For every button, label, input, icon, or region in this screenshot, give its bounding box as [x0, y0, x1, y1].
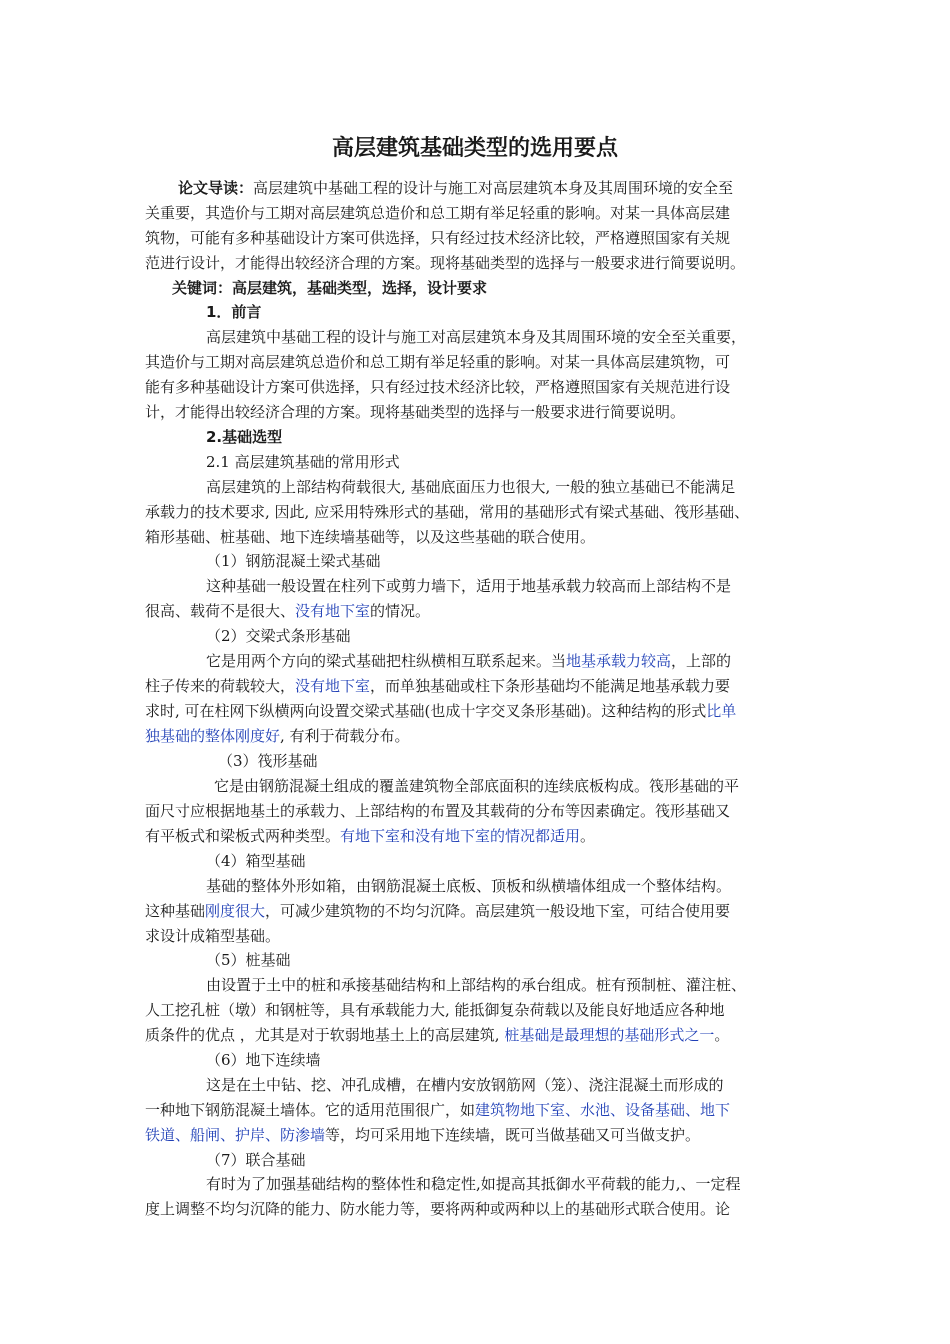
intro-line: 范进行设计，才能得出较经济合理的方案。现将基础类型的选择与一般要求进行简要说明。 [145, 254, 746, 272]
paragraph-line: 这是在土中钻、挖、冲孔成槽，在槽内安放钢筋网（笼）、浇注混凝土而形成的 [206, 1076, 724, 1094]
text-run: 等，均可采用地下连续墙，既可当做基础又可当做支护。 [325, 1126, 701, 1144]
text-run: ，而单独基础或柱下条形基础均不能满足地基承载力要 [370, 677, 731, 695]
text-run: 质条件的优点 ，尤其是对于软弱地基土上的高层建筑, [145, 1026, 505, 1044]
paragraph-line [145, 724, 410, 748]
highlight-text: 桩基础是最理想的基础形式之一 [504, 1026, 715, 1044]
intro-line: 关重要，其造价与工期对高层建筑总造价和总工期有举足轻重的影响。对某一具体高层建 [145, 204, 731, 222]
highlight-text: 地基承载力较高 [566, 652, 672, 670]
section-heading: 2.基础选型 [206, 428, 283, 446]
paragraph-line: 箱形基础、桩基础、地下连续墙基础等，以及这些基础的联合使用。 [145, 528, 596, 546]
paragraph-line [145, 1098, 730, 1122]
item-heading: （7）联合基础 [206, 1151, 306, 1169]
item-heading: （1）钢筋混凝土梁式基础 [206, 552, 381, 570]
text-run: 。 [714, 1026, 730, 1044]
text-run: 。 [580, 827, 596, 845]
intro-line [178, 176, 733, 200]
highlight-text: 刚度很大 [205, 902, 266, 920]
paragraph-line: 面尺寸应根据地基土的承载力、上部结构的布置及其载荷的分布等因素确定。筏形基础又 [145, 802, 731, 820]
highlight-text: 有地下室和没有地下室的情况都适用 [340, 827, 581, 845]
text-run: 它是用两个方向的梁式基础把柱纵横相互联系起来。当 [206, 652, 567, 670]
paragraph-line: 求设计成箱型基础。 [145, 927, 281, 945]
paragraph-line [145, 674, 730, 698]
text-run: 一种地下钢筋混凝土墙体。它的适用范围很广，如 [145, 1101, 476, 1119]
highlight-text: 没有地下室 [295, 677, 371, 695]
paragraph-line: 基础的整体外形如箱，由钢筋混凝土底板、顶板和纵横墙体组成一个整体结构。 [206, 877, 732, 895]
item-heading: （3）筏形基础 [218, 752, 318, 770]
highlight-text: 建筑物地下室、水池、设备基础、地下 [475, 1101, 731, 1119]
paragraph-line [206, 649, 731, 673]
keywords: 关键词：高层建筑，基础类型，选择，设计要求 [172, 279, 488, 297]
paragraph-line: 承载力的技术要求, 因此, 应采用特殊形式的基础，常用的基础形式有梁式基础、筏形基础、 [145, 503, 750, 521]
highlight-text: 铁道、船闸、护岸、防渗墙 [145, 1126, 326, 1144]
paragraph-line [145, 824, 595, 848]
paragraph-line: 计，才能得出较经济合理的方案。现将基础类型的选择与一般要求进行简要说明。 [145, 403, 686, 421]
intro-label: 论文导读： [178, 179, 254, 197]
paragraph-line: 人工挖孔桩（墩）和钢桩等，具有承载能力大, 能抵御复杂荷载以及能良好地适应各种地 [145, 1001, 725, 1019]
item-heading: （4）箱型基础 [206, 852, 306, 870]
text-run: ，上部的 [671, 652, 732, 670]
highlight-text: 独基础的整体刚度好 [145, 727, 281, 745]
text-run: ，可减少建筑物的不均匀沉降。高层建筑一般设地下室，可结合使用要 [265, 902, 731, 920]
text-run: 柱子传来的荷载较大， [145, 677, 296, 695]
paragraph-line: 有时为了加强基础结构的整体性和稳定性,如提高其抵御水平荷载的能力,、一定程 [206, 1175, 741, 1193]
text-run: 有平板式和梁板式两种类型。 [145, 827, 341, 845]
text-run: 求时, 可在柱网下纵横两向设置交梁式基础(也成十字交叉条形基础)。这种结构的形式 [145, 702, 707, 720]
paragraph-line: 高层建筑中基础工程的设计与施工对高层建筑本身及其周围环境的安全至关重要， [206, 328, 747, 346]
paragraph-line [145, 699, 736, 723]
text-run: 这种基础 [145, 902, 206, 920]
item-heading: （6）地下连续墙 [206, 1051, 321, 1069]
item-heading: （5）桩基础 [206, 951, 291, 969]
subsection-heading: 2.1 高层建筑基础的常用形式 [206, 453, 400, 471]
paragraph-line: 由设置于土中的桩和承接基础结构和上部结构的承台组成。桩有预制桩、灌注桩、 [206, 976, 747, 994]
text-run: 的情况。 [370, 602, 431, 620]
paragraph-line: 高层建筑的上部结构荷载很大, 基础底面压力也很大, 一般的独立基础已不能满足 [206, 478, 736, 496]
paragraph-line [145, 1023, 729, 1047]
highlight-text: 比单 [706, 702, 737, 720]
paragraph-line [145, 1123, 700, 1147]
highlight-text: 没有地下室 [295, 602, 371, 620]
paragraph-line [145, 599, 430, 623]
paragraph-line: 其造价与工期对高层建筑总造价和总工期有举足轻重的影响。对某一具体高层建筑物，可 [145, 353, 731, 371]
paragraph-line: 能有多种基础设计方案可供选择，只有经过技术经济比较，严格遵照国家有关规范进行设 [145, 378, 731, 396]
paragraph-line: 这种基础一般设置在柱列下或剪力墙下，适用于地基承载力较高而上部结构不是 [206, 577, 732, 595]
item-heading: （2）交梁式条形基础 [206, 627, 351, 645]
intro-line: 筑物，可能有多种基础设计方案可供选择，只有经过技术经济比较，严格遵照国家有关规 [145, 229, 731, 247]
text-run: , 有利于荷载分布。 [280, 727, 410, 745]
intro-text: 高层建筑中基础工程的设计与施工对高层建筑本身及其周围环境的安全至 [253, 179, 734, 197]
paragraph-line: 度上调整不均匀沉降的能力、防水能力等，要将两种或两种以上的基础形式联合使用。论 [145, 1200, 731, 1218]
page-title: 高层建筑基础类型的选用要点 [331, 136, 618, 161]
paragraph-line: 它是由钢筋混凝土组成的覆盖建筑物全部底面积的连续底板构成。筏形基础的平 [214, 777, 740, 795]
paragraph-line [145, 899, 730, 923]
section-heading: 1．前言 [206, 303, 262, 321]
text-run: 很高、载荷不是很大、 [145, 602, 296, 620]
